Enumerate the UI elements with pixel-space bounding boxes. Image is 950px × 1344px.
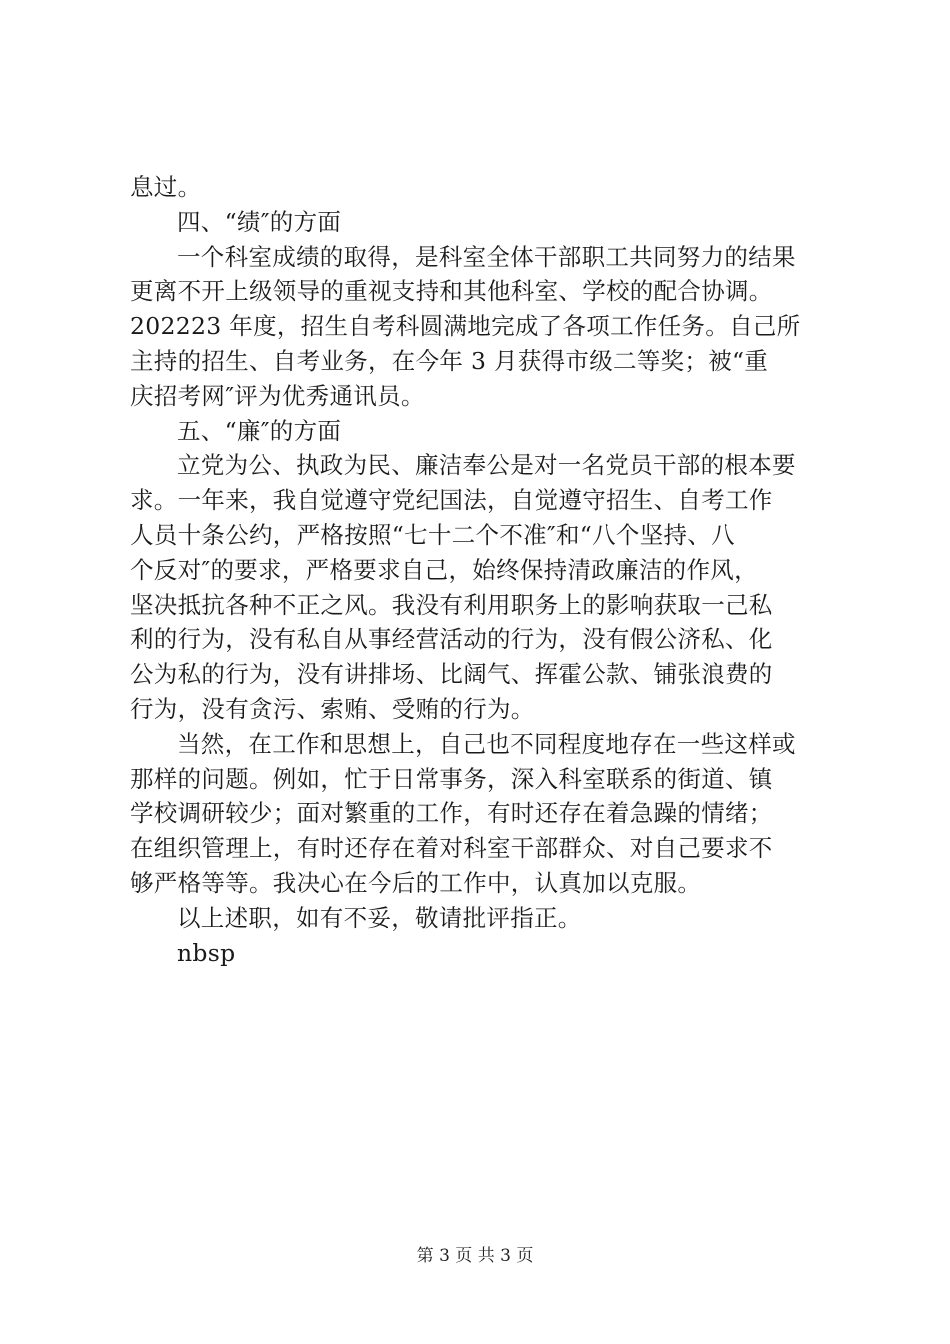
text-line: 求。一年来，我自觉遵守党纪国法，自觉遵守招生、自考工作 (130, 486, 773, 515)
text-line: 那样的问题。例如，忙于日常事务，深入科室联系的街道、镇 (130, 764, 773, 793)
text-line: 一个科室成绩的取得，是科室全体干部职工共同努力的结果 (177, 242, 796, 271)
text-line: 在组织管理上，有时还存在着对科室干部群众、对自己要求不 (130, 834, 773, 863)
section-heading-4: 四、“绩″的方面 (177, 207, 342, 236)
text-line: 够严格等等。我决心在今后的工作中，认真加以克服。 (130, 868, 702, 897)
text-line: 202223 年度，招生自考科圆满地完成了各项工作任务。自己所 (130, 312, 801, 341)
document-body (130, 170, 842, 970)
text-line: 庆招考网″评为优秀通讯员。 (130, 381, 425, 410)
text-line: 公为私的行为，没有讲排场、比阔气、挥霍公款、铺张浪费的 (130, 660, 773, 689)
text-line: 主持的招生、自考业务，在今年 3 月获得市级二等奖；被“重 (130, 346, 769, 375)
section-heading-5: 五、“廉″的方面 (177, 416, 342, 445)
text-line: 利的行为，没有私自从事经营活动的行为，没有假公济私、化 (130, 625, 773, 654)
text-line: 学校调研较少；面对繁重的工作，有时还存在着急躁的情绪； (130, 799, 773, 828)
closing-line: 以上述职，如有不妥，敬请批评指正。 (177, 903, 582, 932)
text-line: 立党为公、执政为民、廉洁奉公是对一名党员干部的根本要 (177, 451, 796, 480)
page-footer: 第 3 页 共 3 页 (416, 1246, 534, 1266)
text-line: 息过。 (130, 173, 202, 201)
text-line: 更离不开上级领导的重视支持和其他科室、学校的配合协调。 (130, 277, 773, 306)
text-line: 个反对″的要求，严格要求自己，始终保持清政廉洁的作风， (130, 555, 758, 584)
text-line: 当然，在工作和思想上，自己也不同程度地存在一些这样或 (177, 729, 796, 758)
text-line: 人员十条公约，严格按照“七十二个不准″和“八个坚持、八 (130, 520, 735, 549)
text-line: 行为，没有贪污、索贿、受贿的行为。 (130, 694, 535, 723)
text-line: 坚决抵抗各种不正之风。我没有利用职务上的影响获取一己私 (130, 590, 773, 619)
stray-text: nbsp (177, 938, 236, 967)
